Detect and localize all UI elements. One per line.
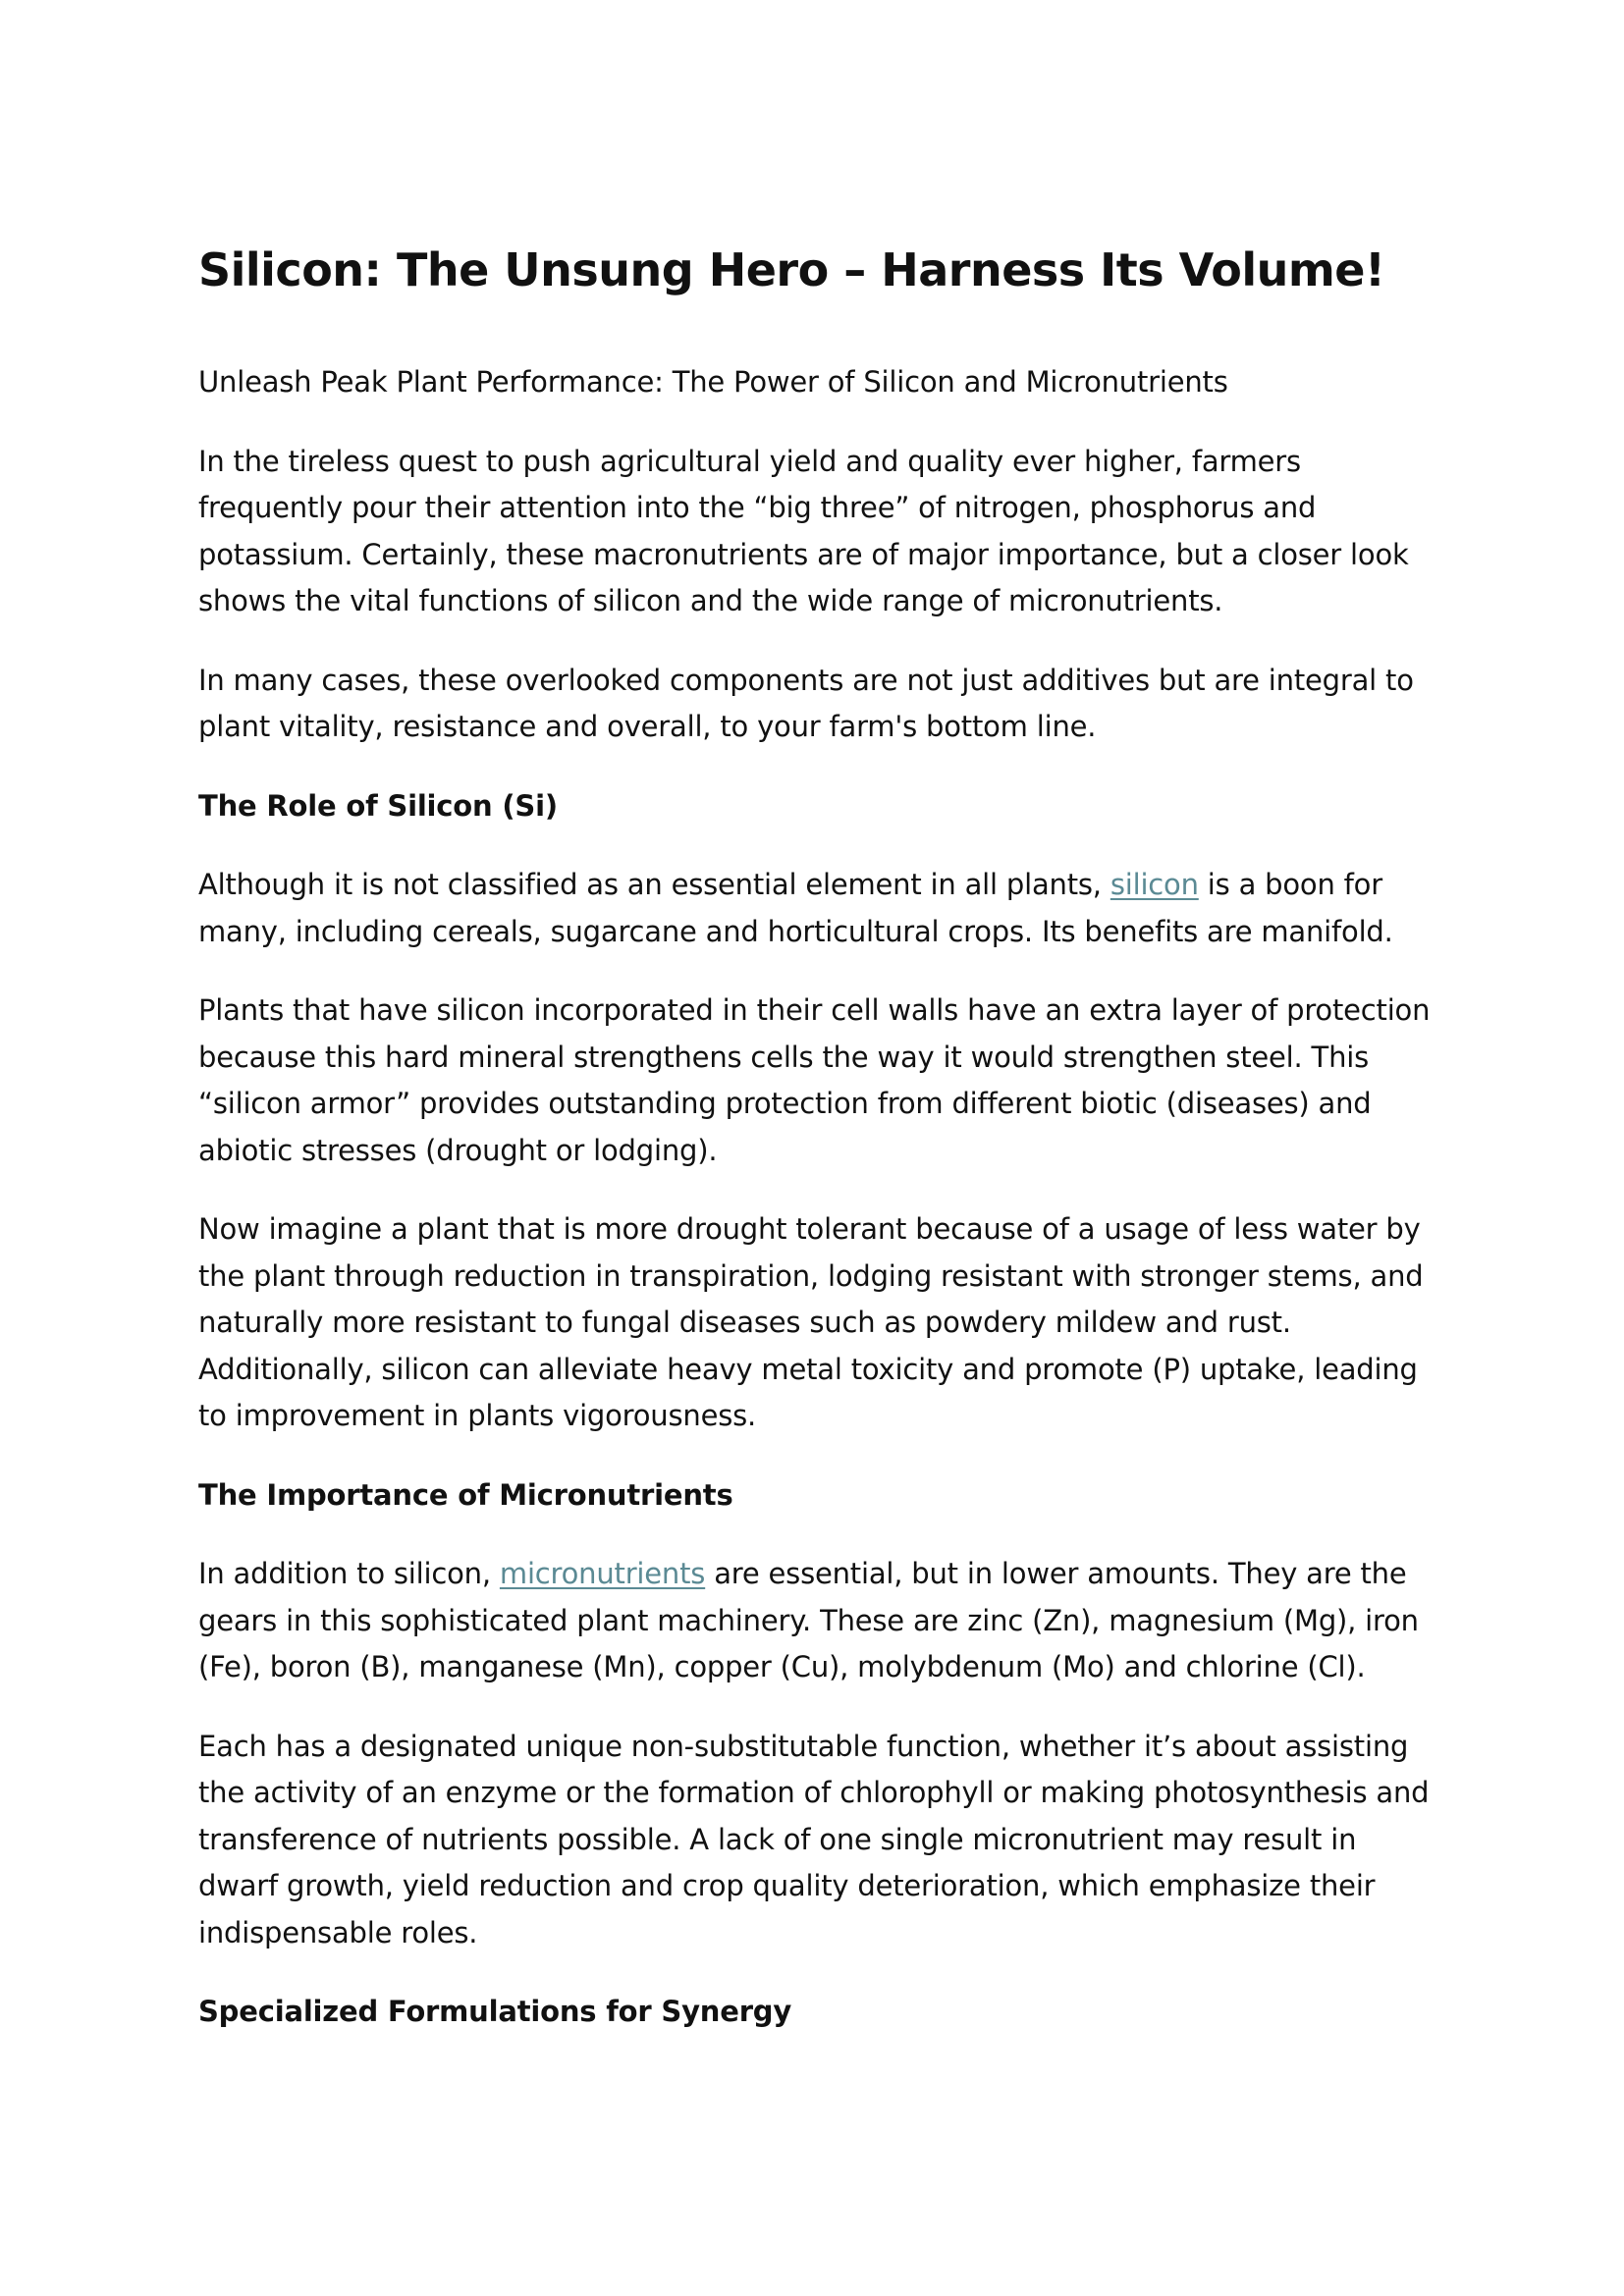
micronutrients-paragraph-1 xyxy=(198,1551,1435,1691)
section-heading-micronutrients: The Importance of Micronutrients xyxy=(198,1477,733,1512)
micronutrients-paragraph-1-text-end: are essential, but in lower amounts. They are the gears in this sophisticated plant machinery. These are zinc (Zn), magnesium (Mg), iron (Fe), boron (B), manganese (Mn), copper (Cu), molybdenum (Mo) and chlorine (Cl). xyxy=(198,1557,1419,1683)
micronutrients-paragraph-2: Each has a designated unique non-substitutable function, whether it’s about assisting the activity of an enzyme or the formation of chlorophyll or making photosynthesis and transference of nutrients possible. A lack of one single micronutrient may result in dwarf growth, yield reduction and crop quality deterioration, which emphasize their indispensable roles. xyxy=(198,1729,1430,1949)
section-heading-formulations: Specialized Formulations for Synergy xyxy=(198,1995,792,2028)
silicon-paragraph-1 xyxy=(198,862,1435,955)
document-subtitle: Unleash Peak Plant Performance: The Power of Silicon and Micronutrients xyxy=(198,365,1228,399)
silicon-paragraph-2: Plants that have silicon incorporated in their cell walls have an extra layer of protection because this hard mineral strengthens cells the way it would strengthen steel. This “silicon armor” provides outstanding protection from different biotic (diseases) and abiotic stresses (drought or lodging). xyxy=(198,993,1431,1167)
silicon-paragraph-1-text-start: Although it is not classified as an essential element in all plants, xyxy=(198,868,1110,901)
silicon-paragraph-1-text-end: is a boon for many, including cereals, sugarcane and horticultural crops. Its benefits are manifold. xyxy=(198,868,1393,948)
document-page xyxy=(198,241,1435,2068)
micronutrients-link[interactable]: micronutrients xyxy=(499,1557,706,1590)
intro-paragraph-2: In many cases, these overlooked components are not just additives but are integral to plant vitality, resistance and overall, to your farm's bottom line. xyxy=(198,663,1414,743)
silicon-link[interactable]: silicon xyxy=(1110,868,1199,901)
document-title: Silicon: The Unsung Hero – Harness Its Volume! xyxy=(198,243,1385,296)
section-heading-silicon: The Role of Silicon (Si) xyxy=(198,788,558,823)
intro-paragraph-1: In the tireless quest to push agricultural yield and quality ever higher, farmers frequently pour their attention into the “big three” of nitrogen, phosphorus and potassium. Certainly, these macronutrients are of major importance, but a closer look shows the vital functions of silicon and the wide range of micronutrients. xyxy=(198,444,1409,617)
micronutrients-paragraph-1-text-start: In addition to silicon, xyxy=(198,1557,500,1590)
silicon-paragraph-3: Now imagine a plant that is more drought tolerant because of a usage of less water by the plant through reduction in transpiration, lodging resistant with stronger stems, and naturally more resistant to fungal diseases such as powdery mildew and rust. Additionally, silicon can alleviate heavy metal toxicity and promote (P) uptake, leading to improvement in plants vigorousness. xyxy=(198,1212,1424,1432)
